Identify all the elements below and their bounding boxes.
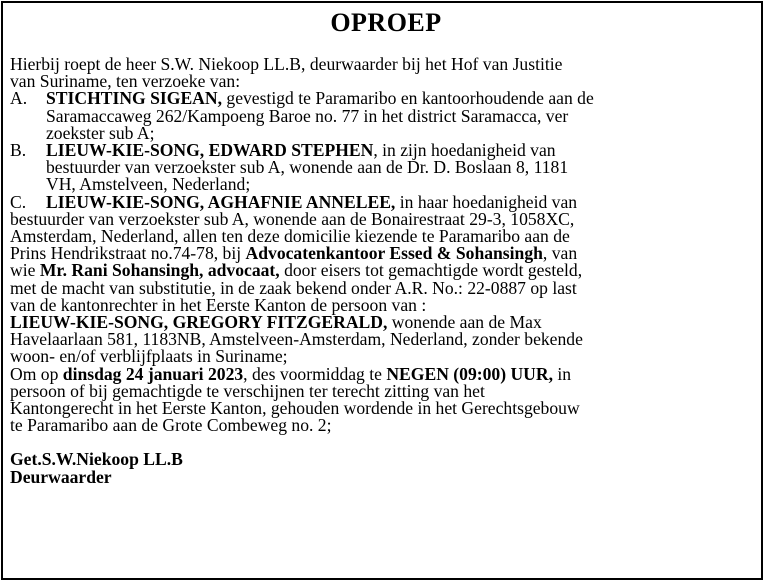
party-c-line-3: Amsterdam, Nederland, allen ten deze domicilie kiezende te Paramaribo aan de (10, 226, 570, 247)
hearing-time: NEGEN (09:00) UUR, (386, 363, 553, 384)
summons-pre: Om op (10, 363, 63, 384)
summons-line-3: Kantongerecht in het Eerste Kanton, gehouden wordende in het Gerechtsgebouw (10, 398, 580, 419)
signature-name-text: Get.S.W.Niekoop LL.B (10, 449, 183, 470)
party-a-text: gevestigd te Paramaribo en kantoorhoudende aan de (222, 88, 594, 109)
signature-role-text: Deurwaarder (10, 466, 112, 487)
party-b-name: LIEUW-KIE-SONG, EDWARD STEPHEN (46, 140, 374, 161)
signature-name (10, 451, 762, 468)
party-c-text: in haar hoedanigheid van (395, 191, 578, 212)
party-a-label: A. (10, 88, 28, 109)
law-firm-name: Advocatenkantoor Essed & Sohansingh (245, 243, 543, 264)
party-c-line-4-pre: Prins Hendrikstraat no.74-78, bij (10, 243, 246, 264)
party-c-name: LIEUW-KIE-SONG, AGHAFNIE ANNELEE, (46, 191, 396, 212)
party-c-line-5-pre: wie (10, 260, 40, 281)
party-c-label: C. (10, 191, 27, 212)
party-a-line-3: zoekster sub A; (46, 122, 155, 143)
defendant-line-2: Havelaarlaan 581, 1183NB, Amstelveen-Amsterdam, Nederland, zonder bekende (10, 329, 583, 350)
summons-line-2: persoon of bij gemachtigde te verschijnen ter terecht zitting van het (10, 380, 485, 401)
defendant-text: wonende aan de Max (387, 312, 542, 333)
party-b-line-3: VH, Amstelveen, Nederland; (46, 174, 251, 195)
party-c-line-4-post: , van (542, 243, 578, 264)
party-c-line-2: bestuurder van verzoekster sub A, wonende aan de Bonairestraat 29-3, 1058XC, (10, 208, 575, 229)
intro-line-2: van Suriname, ten verzoeke van: (10, 71, 241, 92)
intro-line-1: Hierbij roept de heer S.W. Niekoop LL.B, deurwaarder bij het Hof van Justitie (10, 54, 563, 74)
summons-mid: , des voormiddag te (243, 363, 387, 384)
party-a-line-2: Saramaccaweg 262/Kampoeng Baroe no. 77 in het district Saramacca, ver (46, 105, 569, 126)
party-b-line-2: bestuurder van verzoekster sub A, wonende aan de Dr. D. Boslaan 8, 1181 (46, 157, 569, 178)
notice-document (10, 8, 762, 486)
party-c-line-7: van de kantonrechter in het Eerste Kanton de persoon van : (10, 294, 427, 315)
hearing-date: dinsdag 24 januari 2023 (62, 363, 244, 384)
party-b-text: , in zijn hoedanigheid van (373, 140, 556, 161)
summons-line-4: te Paramaribo aan de Grote Combeweg no. 2; (10, 415, 332, 436)
summons-post: in (553, 363, 572, 384)
party-a-name: STICHTING SIGEAN, (46, 88, 222, 109)
party-c-line-5-post: door eisers tot gemachtigde wordt gesteld, (279, 260, 583, 281)
party-c-line-6: met de macht van substitutie, in de zaak bekend onder A.R. No.: 22-0887 op last (10, 277, 577, 298)
party-b-label: B. (10, 140, 27, 161)
notice-title: OPROEP (330, 8, 442, 37)
defendant-name: LIEUW-KIE-SONG, GREGORY FITZGERALD, (10, 312, 388, 333)
signature-role (10, 466, 762, 487)
defendant-line-3: woon- en/of verblijfplaats in Suriname; (10, 346, 288, 367)
lawyer-name: Mr. Rani Sohansingh, advocaat, (39, 260, 280, 281)
